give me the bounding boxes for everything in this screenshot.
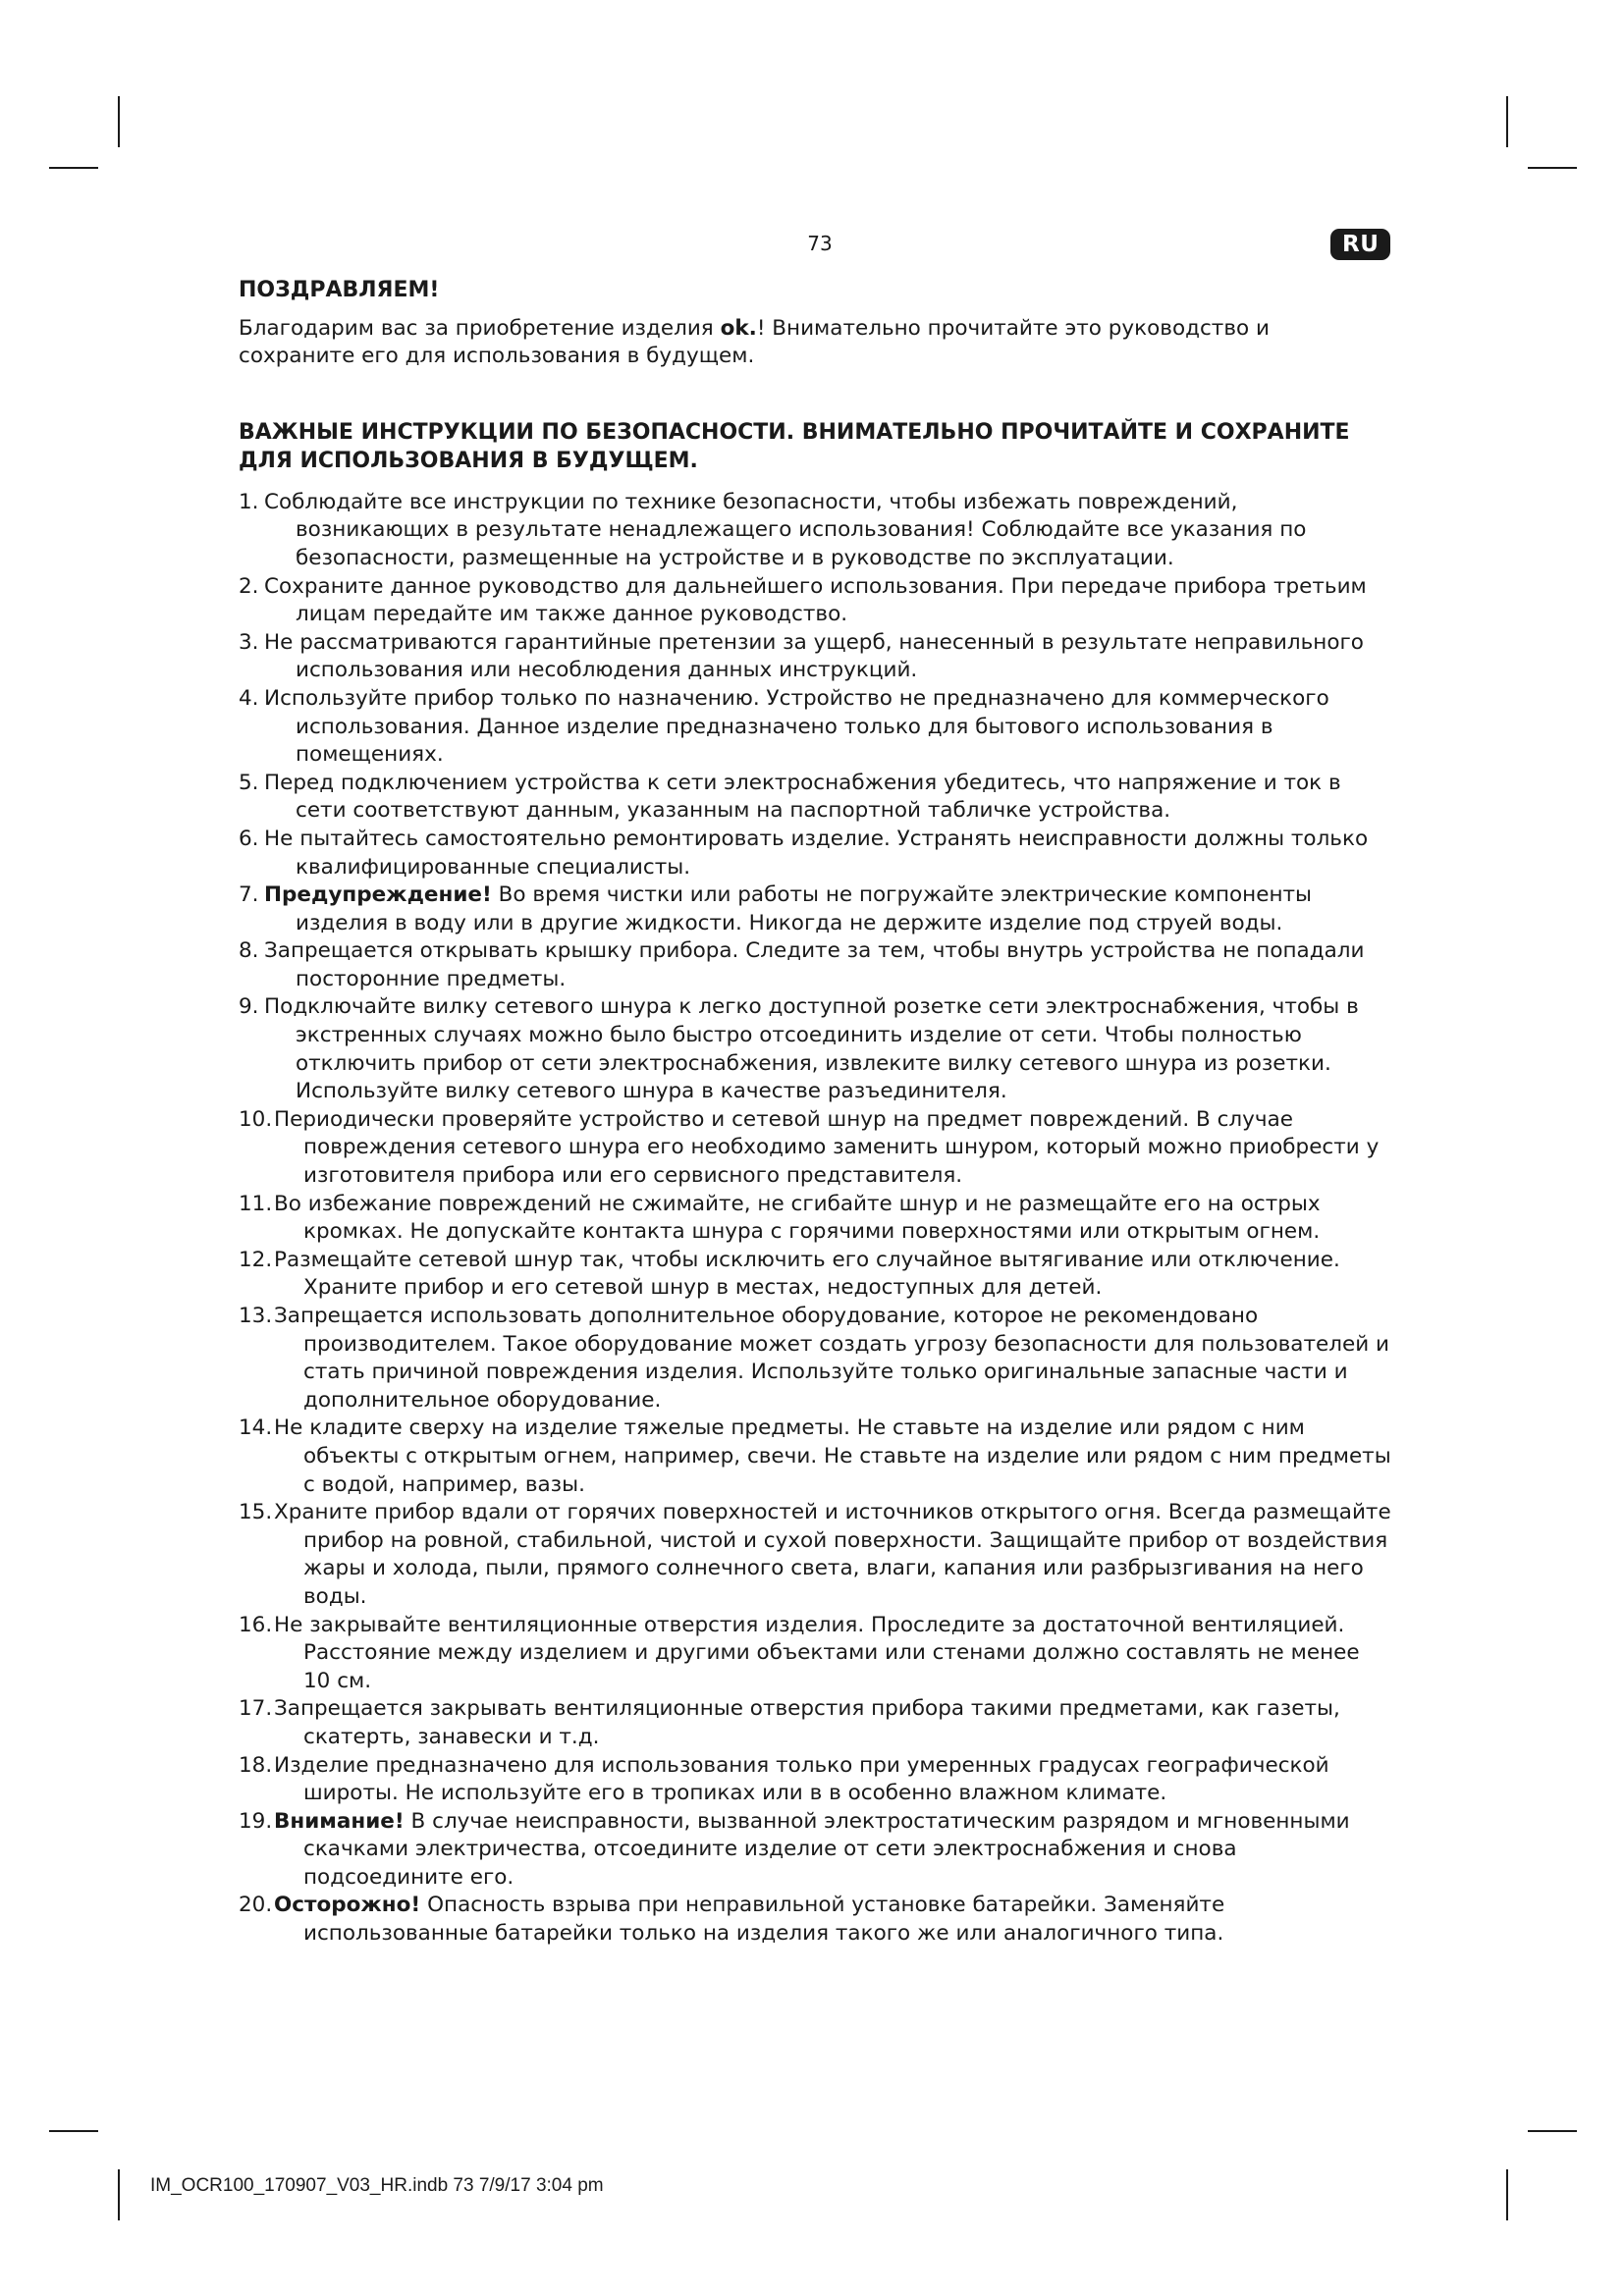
item-number: 18.	[239, 1752, 273, 1778]
item-body-text: Не рассматриваются гарантийные претензии за ущерб, нанесенный в результате неправильного использования или несоблюдения данных инструкций.	[264, 629, 1364, 683]
item-lead-warning: Предупреждение!	[264, 882, 492, 908]
item-number: 12.	[239, 1247, 273, 1272]
safety-item	[239, 1106, 1392, 1191]
item-text	[274, 1808, 1392, 1893]
item-number: 19.	[239, 1808, 273, 1834]
crop-mark-top-right	[1506, 96, 1508, 147]
item-text	[264, 629, 1392, 685]
item-number: 11.	[239, 1191, 273, 1216]
item-number: 14.	[239, 1415, 273, 1441]
item-body-text: Опасность взрыва при неправильной установке батарейки. Заменяйте использованные батарейки только на изделия такого же или аналогичного типа.	[303, 1893, 1225, 1947]
safety-item	[239, 1191, 1392, 1247]
safety-item	[239, 1499, 1392, 1611]
item-text	[274, 1752, 1392, 1808]
item-body-text: Подключайте вилку сетевого шнура к легко доступной розетке сети электроснабжения, чтобы в экстренных случаях можно было быстро отсоединить изделие от сети. Чтобы полностью отключить прибор от сети электроснабжения, извлеките вилку сетевого шнура из розетки. Используйте вилку сетевого шнура в качестве разъединителя.	[264, 994, 1359, 1104]
item-body-text: Запрещается открывать крышку прибора. Следите за тем, чтобы внутрь устройства не попадали посторонние предметы.	[264, 938, 1365, 991]
item-body-text: Размещайте сетевой шнур так, чтобы исключить его случайное вытягивание или отключение. Храните прибор и его сетевой шнур в местах, недоступных для детей.	[274, 1247, 1340, 1301]
safety-item	[239, 1808, 1392, 1893]
item-number: 9.	[239, 994, 259, 1020]
item-text	[274, 1247, 1392, 1303]
item-body-text: Не пытайтесь самостоятельно ремонтировать изделие. Устранять неисправности должны только квалифицированные специалисты.	[264, 826, 1369, 880]
item-number: 17.	[239, 1696, 273, 1722]
safety-item	[239, 1612, 1392, 1696]
language-badge: RU	[1330, 229, 1390, 260]
item-number: 13.	[239, 1304, 273, 1328]
safety-item	[239, 573, 1392, 629]
page-number: 73	[807, 232, 833, 255]
item-text	[264, 826, 1392, 881]
item-body-text: Перед подключением устройства к сети электроснабжения убедитесь, что напряжение и ток в сети соответствуют данным, указанным на паспортной табличке устройства.	[264, 770, 1341, 824]
crop-mark-top-right	[1528, 167, 1577, 169]
crop-mark-bottom-right	[1506, 2169, 1508, 2220]
item-text	[274, 1415, 1392, 1499]
item-body-text: Не закрывайте вентиляционные отверстия изделия. Проследите за достаточной вентиляцией. Расстояние между изделием и другими объектами или стенами должно составлять не менее 10 см.	[274, 1612, 1360, 1693]
safety-item	[239, 937, 1392, 993]
item-body-text: Соблюдайте все инструкции по технике безопасности, чтобы избежать повреждений, возникающих в результате ненадлежащего использования! Соблюдайте все указания по безопасности, размещенные на устройстве и в руководстве по эксплуатации.	[264, 489, 1307, 570]
item-text	[274, 1695, 1392, 1751]
safety-item	[239, 685, 1392, 770]
item-text	[264, 937, 1392, 993]
safety-heading: ВАЖНЫЕ ИНСТРУКЦИИ ПО БЕЗОПАСНОСТИ. ВНИМАТЕЛЬНО ПРОЧИТАЙТЕ И СОХРАНИТЕ ДЛЯ ИСПОЛЬЗОВАНИЯ В БУДУЩЕМ.	[239, 419, 1350, 473]
item-text	[274, 1499, 1392, 1611]
print-info: IM_OCR100_170907_V03_HR.indb 73 7/9/17 3:04 pm	[150, 2175, 604, 2196]
safety-instructions-list	[239, 489, 1392, 1949]
intro-paragraph	[239, 315, 1392, 371]
item-text	[264, 489, 1392, 573]
safety-item	[239, 1247, 1392, 1303]
crop-mark-bottom-left	[118, 2169, 120, 2220]
item-lead-warning: Внимание!	[274, 1808, 405, 1834]
item-body-text: Не кладите сверху на изделие тяжелые предметы. Не ставьте на изделие или рядом с ним объекты с открытым огнем, например, свечи. Не ставьте на изделие или рядом с ним предметы с водой, например, вазы.	[274, 1415, 1391, 1497]
item-body-text: Запрещается закрывать вентиляционные отверстия прибора такими предметами, как газеты, скатерть, занавески и т.д.	[274, 1696, 1340, 1749]
item-number: 8.	[239, 938, 259, 964]
item-number: 1.	[239, 489, 259, 514]
item-number: 4.	[239, 685, 259, 711]
item-number: 3.	[239, 629, 259, 655]
crop-mark-bottom-right	[1528, 2130, 1577, 2132]
item-text	[264, 573, 1392, 629]
safety-item	[239, 629, 1392, 685]
safety-item	[239, 1752, 1392, 1808]
item-number: 20.	[239, 1893, 273, 1918]
item-number: 10.	[239, 1106, 273, 1132]
safety-item	[239, 1892, 1392, 1948]
item-text	[274, 1191, 1392, 1247]
safety-item	[239, 770, 1392, 826]
item-number: 6.	[239, 826, 259, 851]
item-text	[274, 1303, 1392, 1415]
safety-item	[239, 826, 1392, 881]
intro-text-end: ! Внимательно прочитайте это руководство и сохраните его для использования в будущем.	[239, 315, 1270, 369]
item-number: 2.	[239, 573, 259, 599]
item-body-text: Периодически проверяйте устройство и сетевой шнур на предмет повреждений. В случае повреждения сетевого шнура его необходимо заменить шнуром, который можно приобрести у изготовителя прибора или его сервисного представителя.	[274, 1106, 1380, 1189]
item-body-text: Храните прибор вдали от горячих поверхностей и источников открытого огня. Всегда размещайте прибор на ровной, стабильной, чистой и сухой поверхности. Защищайте прибор от воздействия жары и холода, пыли, прямого солнечного света, влаги, капания или разбрызгивания на него воды.	[274, 1500, 1391, 1609]
page-content	[239, 277, 1392, 1949]
crop-mark-top-left	[118, 96, 120, 147]
item-number: 15.	[239, 1500, 273, 1525]
item-text	[264, 993, 1392, 1105]
item-text	[264, 770, 1392, 826]
crop-mark-top-left	[49, 167, 98, 169]
item-body-text: Во избежание повреждений не сжимайте, не сгибайте шнур и не размещайте его на острых кромках. Не допускайте контакта шнура с горячими поверхностями или открытым огнем.	[274, 1191, 1321, 1245]
safety-item	[239, 881, 1392, 937]
safety-item	[239, 1415, 1392, 1499]
item-number: 7.	[239, 882, 259, 908]
item-text	[264, 881, 1392, 937]
crop-mark-bottom-left	[49, 2130, 98, 2132]
safety-item	[239, 1303, 1392, 1415]
item-body-text: Во время чистки или работы не погружайте электрические компоненты изделия в воду или в другие жидкости. Никогда не держите изделие под струей воды.	[296, 882, 1313, 935]
item-text	[274, 1612, 1392, 1696]
safety-item	[239, 1695, 1392, 1751]
brand-name: ok.	[720, 315, 757, 341]
item-text	[274, 1106, 1392, 1191]
safety-item	[239, 993, 1392, 1105]
item-body-text: Используйте прибор только по назначению. Устройство не предназначено для коммерческого использования. Данное изделие предназначено только для бытового использования в помещениях.	[264, 685, 1329, 768]
item-body-text: Запрещается использовать дополнительное оборудование, которое не рекомендовано производителем. Такое оборудование может создать угрозу безопасности для пользователей и стать причиной повреждения изделия. Используйте только оригинальные запасные части и дополнительное оборудование.	[274, 1304, 1389, 1413]
item-number: 16.	[239, 1612, 273, 1637]
item-text	[274, 1892, 1392, 1948]
item-body-text: Изделие предназначено для использования только при умеренных градусах географической широты. Не используйте его в тропиках или в в особенно влажном климате.	[274, 1752, 1329, 1806]
safety-item	[239, 489, 1392, 573]
intro-text-start: Благодарим вас за приобретение изделия	[239, 315, 721, 341]
item-lead-warning: Осторожно!	[274, 1893, 421, 1918]
item-text	[264, 685, 1392, 770]
item-body-text: В случае неисправности, вызванной электростатическим разрядом и мгновенными скачками электричества, отсоедините изделие от сети электроснабжения и снова подсоедините его.	[303, 1808, 1350, 1890]
congrats-title: ПОЗДРАВЛЯЕМ!	[239, 278, 440, 302]
item-number: 5.	[239, 770, 259, 795]
item-body-text: Сохраните данное руководство для дальнейшего использования. При передаче прибора третьим лицам передайте им также данное руководство.	[264, 573, 1367, 627]
